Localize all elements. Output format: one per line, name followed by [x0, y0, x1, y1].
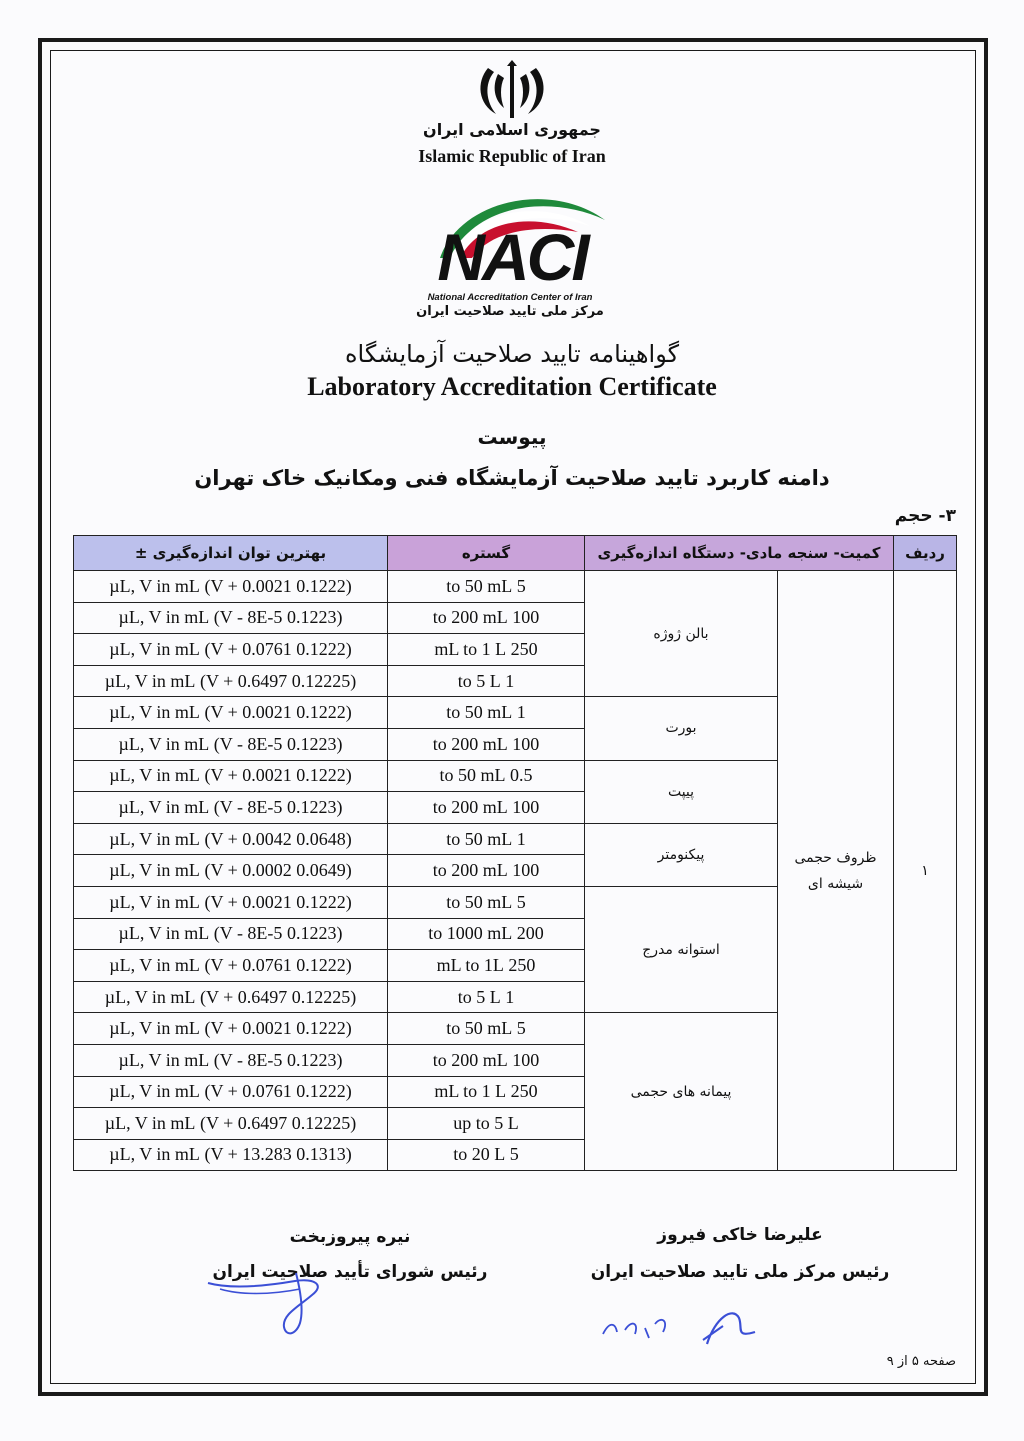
table-row [74, 571, 957, 603]
iran-emblem-icon [474, 60, 550, 124]
range-cell: 100 to 200 mL [388, 792, 585, 824]
range-cell: up to 5 L [388, 1108, 585, 1140]
range-cell: 100 to 200 mL [388, 728, 585, 760]
cmc-cell: (0.1222 V + 0.0021) µL, V in mL [74, 886, 388, 918]
range-cell: 100 to 200 mL [388, 855, 585, 887]
header-cmc: بهترین توان اندازه‌گیری ± [74, 536, 388, 571]
range-cell: 5 to 50 mL [388, 571, 585, 603]
instrument-cell: بالن ژوژه [585, 571, 778, 697]
instrument-cell: استوانه مدرج [585, 886, 778, 1012]
cmc-cell: (0.1223 V - 8E-5) µL, V in mL [74, 602, 388, 634]
republic-name-fa: جمهوری اسلامی ایران [423, 120, 601, 139]
signatory-right-title: رئیس مرکز ملی تایید صلاحیت ایران [590, 1262, 890, 1282]
instrument-cell: پیپت [585, 760, 778, 823]
header-range: گستره [388, 536, 585, 571]
range-cell: 1 to 5 L [388, 665, 585, 697]
cmc-cell: (0.1222 V + 0.0761) µL, V in mL [74, 1076, 388, 1108]
range-cell: 5 to 20 L [388, 1139, 585, 1171]
republic-name-en: Islamic Republic of Iran [418, 146, 606, 166]
range-cell: 250 mL to 1L [388, 950, 585, 982]
accreditation-scope-table [73, 535, 957, 1171]
range-cell: 1 to 5 L [388, 981, 585, 1013]
category-cell: ظروف حجمی شیشه ای [778, 571, 894, 1171]
cmc-cell: (0.1223 V - 8E-5) µL, V in mL [74, 728, 388, 760]
signatory-left-name: نیره پیروزبخت [289, 1227, 411, 1247]
header-row-number: ردیف [894, 536, 957, 571]
cmc-cell: (0.0649 V + 0.0002) µL, V in mL [74, 855, 388, 887]
range-cell: 100 to 200 mL [388, 602, 585, 634]
signature-right-icon [595, 1300, 765, 1348]
certificate-title-en: Laboratory Accreditation Certificate [307, 372, 717, 401]
range-cell: 0.5 to 50 mL [388, 760, 585, 792]
cmc-cell: (0.12225 V + 0.6497) µL, V in mL [74, 665, 388, 697]
cmc-cell: (0.1222 V + 0.0761) µL, V in mL [74, 634, 388, 666]
instrument-cell: پیکنومتر [585, 823, 778, 886]
range-cell: 250 mL to 1 L [388, 634, 585, 666]
instrument-cell: پیمانه های حجمی [585, 1013, 778, 1171]
cmc-cell: (0.1223 V - 8E-5) µL, V in mL [74, 918, 388, 950]
section-label: ۳- حجم [894, 506, 956, 526]
cmc-cell: (0.1222 V + 0.0021) µL, V in mL [74, 697, 388, 729]
range-cell: 5 to 50 mL [388, 1013, 585, 1045]
cmc-cell: (0.1223 V - 8E-5) µL, V in mL [74, 1044, 388, 1076]
signature-left-icon [200, 1265, 350, 1340]
signatory-left-title: رئیس شورای تأیید صلاحیت ایران [212, 1262, 488, 1282]
cmc-cell: (0.1222 V + 0.0761) µL, V in mL [74, 950, 388, 982]
cmc-cell: (0.1222 V + 0.0021) µL, V in mL [74, 571, 388, 603]
signatory-right-name: علیرضا خاکی فیروز [657, 1225, 823, 1245]
range-cell: 5 to 50 mL [388, 886, 585, 918]
cmc-cell: (0.12225 V + 0.6497) µL, V in mL [74, 981, 388, 1013]
scope-title: دامنه کاربرد تایید صلاحیت آزمایشگاه فنی ومکانیک خاک تهران [194, 466, 830, 490]
range-cell: 1 to 50 mL [388, 697, 585, 729]
certificate-title-fa: گواهینامه تایید صلاحیت آزمایشگاه [344, 340, 680, 368]
instrument-cell: بورت [585, 697, 778, 760]
range-cell: 100 to 200 mL [388, 1044, 585, 1076]
naci-subtitle-en: National Accreditation Center of Iran [427, 292, 593, 303]
table-header-row [74, 536, 957, 571]
range-cell: 200 to 1000 mL [388, 918, 585, 950]
cmc-cell: (0.1222 V + 0.0021) µL, V in mL [74, 760, 388, 792]
header-quantity: کمیت- سنجه مادی- دستگاه اندازه‌گیری [585, 536, 894, 571]
range-cell: 1 to 50 mL [388, 823, 585, 855]
cmc-cell: (0.12225 V + 0.6497) µL, V in mL [74, 1108, 388, 1140]
appendix-heading: پیوست [477, 425, 547, 449]
page-number: صفحه ۵ از ۹ [886, 1354, 956, 1369]
cmc-cell: (0.1222 V + 0.0021) µL, V in mL [74, 1013, 388, 1045]
row-number-cell: ۱ [894, 571, 957, 1171]
range-cell: 250 mL to 1 L [388, 1076, 585, 1108]
naci-logo: NACI [437, 220, 587, 294]
naci-subtitle-fa: مرکز ملی تایید صلاحیت ایران [416, 304, 604, 319]
cmc-cell: (0.0648 V + 0.0042) µL, V in mL [74, 823, 388, 855]
cmc-cell: (0.1313 V + 13.283) µL, V in mL [74, 1139, 388, 1171]
cmc-cell: (0.1223 V - 8E-5) µL, V in mL [74, 792, 388, 824]
